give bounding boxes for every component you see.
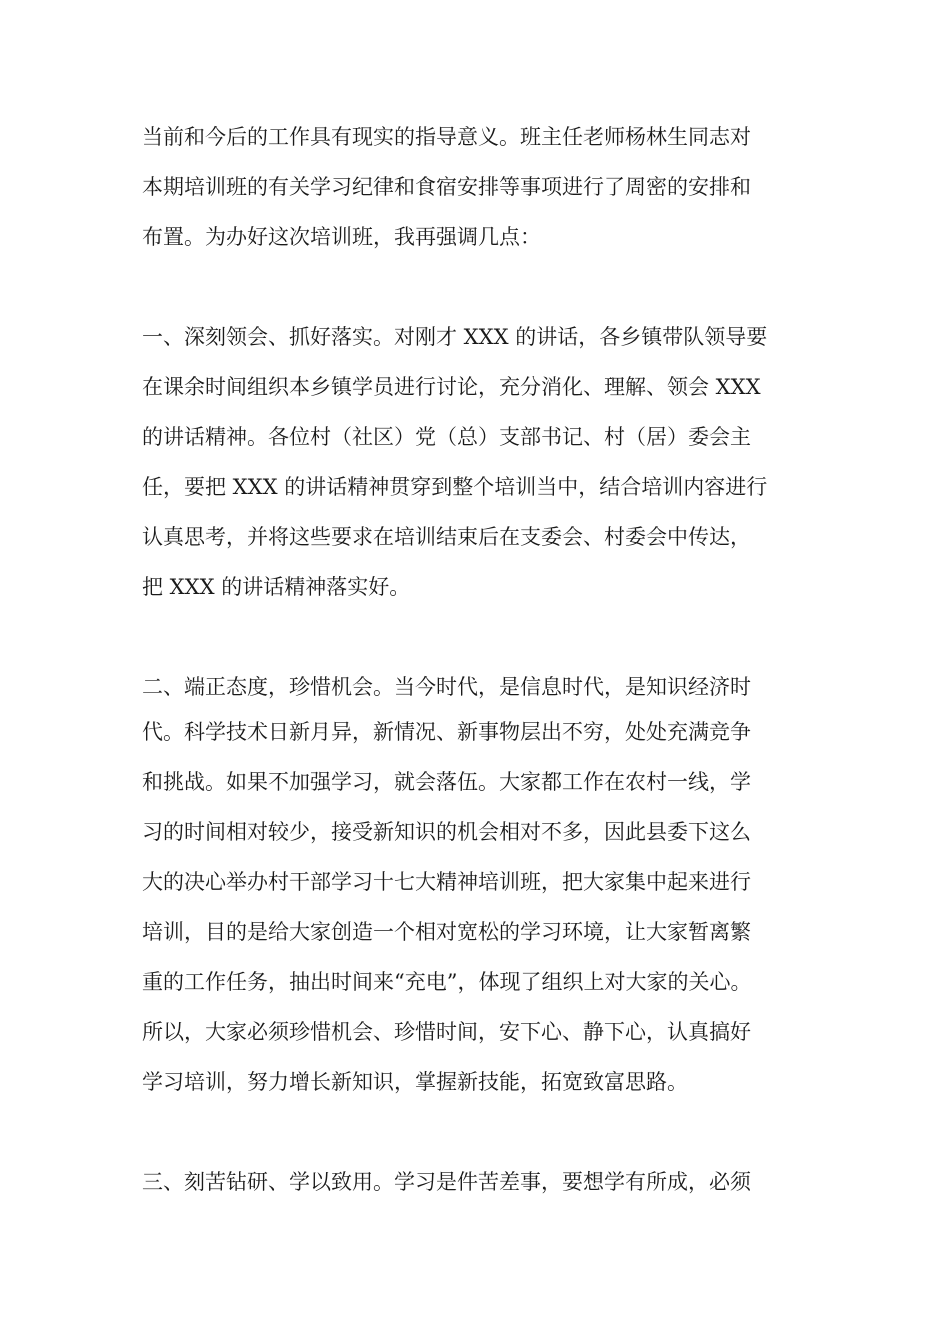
text-line: 当前和今后的工作具有现实的指导意义。班主任老师杨林生同志对 [142,125,751,149]
text-line: 把 XXX 的讲话精神落实好。 [142,575,411,599]
text-line: 所以，大家必须珍惜机会、珍惜时间，安下心、静下心，认真搞好 [142,1020,751,1044]
text-line: 三、刻苦钻研、学以致用。学习是件苦差事，要想学有所成，必须 [142,1170,751,1194]
text-line: 一、深刻领会、抓好落实。对刚才 XXX 的讲话，各乡镇带队领导要 [142,325,768,349]
text-line: 二、端正态度，珍惜机会。当今时代，是信息时代，是知识经济时 [142,675,751,699]
text-line: 的讲话精神。各位村（社区）党（总）支部书记、村（居）委会主 [142,425,751,449]
text-line: 大的决心举办村干部学习十七大精神培训班，把大家集中起来进行 [142,870,751,894]
text-line: 本期培训班的有关学习纪律和食宿安排等事项进行了周密的安排和 [142,175,751,199]
text-line: 认真思考，并将这些要求在培训结束后在支委会、村委会中传达， [142,525,751,549]
text-line: 和挑战。如果不加强学习，就会落伍。大家都工作在农村一线，学 [142,770,751,794]
text-line: 习的时间相对较少，接受新知识的机会相对不多，因此县委下这么 [142,820,751,844]
text-line: 布置。为办好这次培训班，我再强调几点： [142,225,541,249]
text-line: 培训，目的是给大家创造一个相对宽松的学习环境，让大家暂离繁 [142,920,751,944]
text-line: 代。科学技术日新月异，新情况、新事物层出不穷，处处充满竞争 [142,720,751,744]
text-line: 学习培训，努力增长新知识，掌握新技能，拓宽致富思路。 [142,1070,688,1094]
text-line: 重的工作任务，抽出时间来“充电”，体现了组织上对大家的关心。 [142,970,752,994]
text-line: 任，要把 XXX 的讲话精神贯穿到整个培训当中，结合培训内容进行 [142,475,768,499]
text-line: 在课余时间组织本乡镇学员进行讨论，充分消化、理解、领会 XXX [142,375,761,399]
